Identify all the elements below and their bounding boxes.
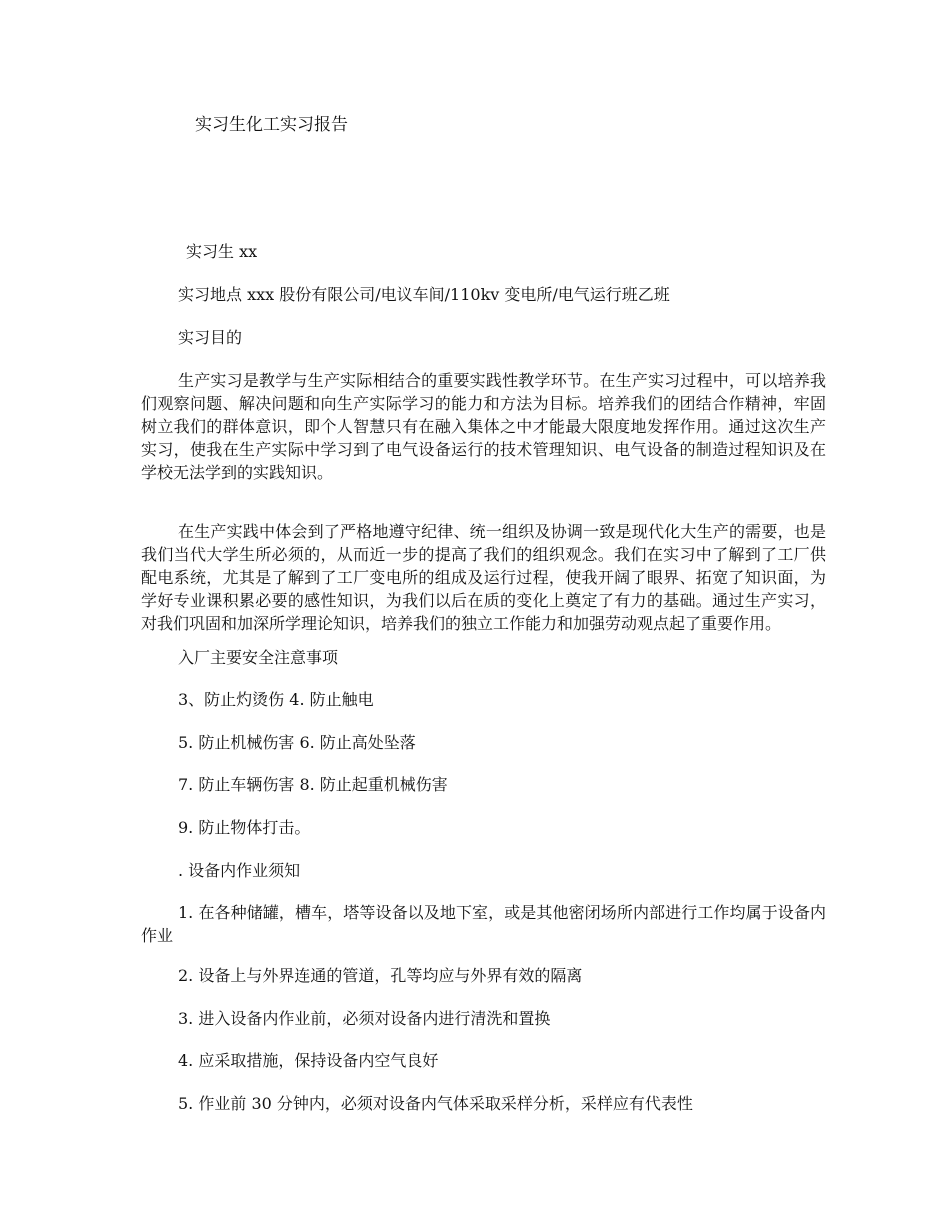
equipment-rule-5: 5. 作业前 30 分钟内，必须对设备内气体采取采样分析，采样应有代表性 bbox=[178, 1094, 693, 1113]
purpose-paragraph-2: 在生产实践中体会到了严格地遵守纪律、统一组织及协调一致是现代化大生产的需要，也是我们当代大学生所必须的，从而近一步的提高了我们的组织观念。我们在实习中了解到了工厂供配电系统，尤其是了解到了工厂变电所的组成及运行过程，使我开阔了眼界、拓宽了知识面，为学好专业课积累必要的感性知识，为我们以后在质的变化上奠定了有力的基础。通过生产实习，对我们巩固和加深所学理论知识，培养我们的独立工作能力和加强劳动观点起了重要作用。 bbox=[141, 522, 826, 633]
safety-item: 9. 防止物体打击。 bbox=[178, 818, 311, 837]
safety-heading: 入厂主要安全注意事项 bbox=[178, 648, 339, 667]
equipment-rule-3: 3. 进入设备内作业前，必须对设备内进行清洗和置换 bbox=[178, 1009, 551, 1028]
purpose-heading: 实习目的 bbox=[178, 328, 243, 347]
intern-name: 实习生 xx bbox=[186, 242, 258, 261]
safety-item: 5. 防止机械伤害 6. 防止高处坠落 bbox=[178, 733, 416, 752]
equipment-rule-1: 1. 在各种储罐，槽车，塔等设备以及地下室，或是其他密闭场所内部进行工作均属于设备内作业 bbox=[141, 903, 826, 945]
equipment-rule-2: 2. 设备上与外界连通的管道，孔等均应与外界有效的隔离 bbox=[178, 966, 583, 985]
internship-location: 实习地点 xxx 股份有限公司/电议车间/110kv 变电所/电气运行班乙班 bbox=[178, 285, 670, 304]
safety-item: 7. 防止车辆伤害 8. 防止起重机械伤害 bbox=[178, 775, 448, 794]
document-title: 实习生化工实习报告 bbox=[195, 115, 348, 135]
safety-item: 3、防止灼烫伤 4. 防止触电 bbox=[178, 690, 374, 709]
purpose-paragraph-1: 生产实习是教学与生产实际相结合的重要实践性教学环节。在生产实习过程中，可以培养我们观察问题、解决问题和向生产实际学习的能力和方法为目标。培养我们的团结合作精神，牢固树立我们的群体意识，即个人智慧只有在融入集体之中才能最大限度地发挥作用。通过这次生产实习，使我在生产实际中学习到了电气设备运行的技术管理知识、电气设备的制造过程知识及在学校无法学到的实践知识。 bbox=[141, 371, 826, 482]
equipment-heading: . 设备内作业须知 bbox=[178, 861, 301, 880]
equipment-rule-4: 4. 应采取措施，保持设备内空气良好 bbox=[178, 1051, 439, 1070]
